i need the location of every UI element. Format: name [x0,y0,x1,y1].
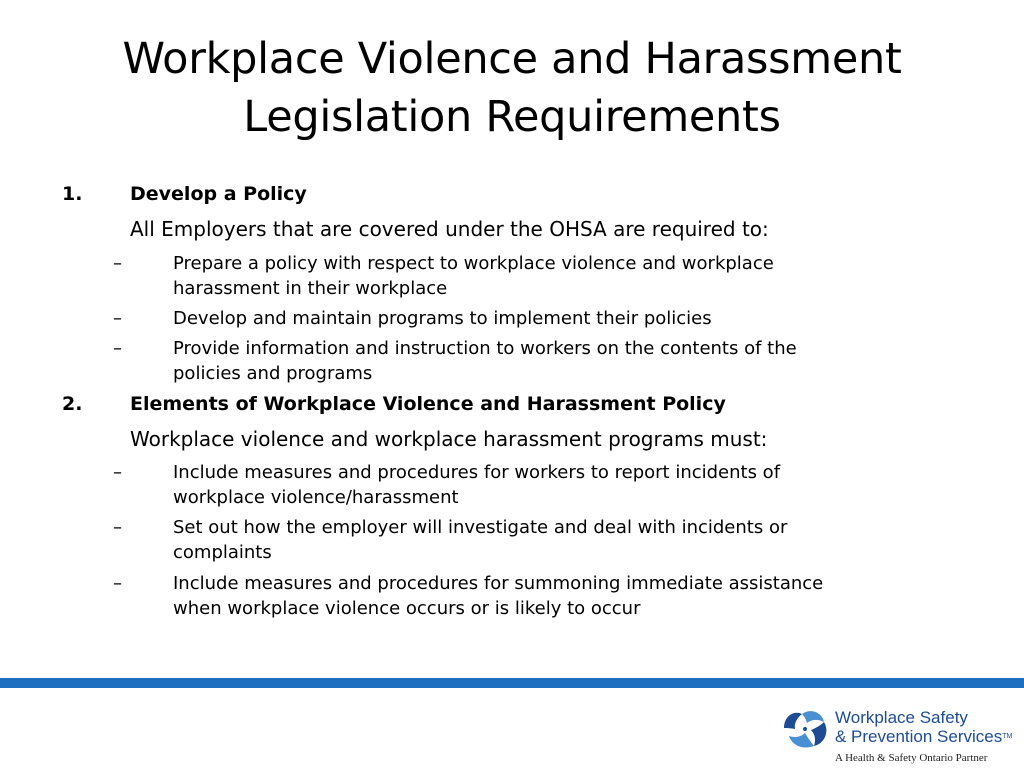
bullet-text: Develop and maintain programs to implement their policies [173,308,712,329]
logo-tagline: A Health & Safety Ontario Partner [835,752,988,764]
section-1-intro: All Employers that are covered under the OHSA are required to: [130,217,769,241]
wsps-logo-icon [780,706,834,750]
bullet-dash: – [113,517,122,538]
section-heading: Elements of Workplace Violence and Harassment Policy [130,393,726,415]
section-number: 1. [62,183,83,205]
logo-line-1: Workplace Safety [835,708,968,727]
bullet-text: when workplace violence occurs or is likely to occur [173,598,641,619]
bullet-text: Set out how the employer will investigate and deal with incidents or [173,517,788,538]
section-2-intro: Workplace violence and workplace harassment programs must: [130,427,768,451]
footer-rule [0,678,1024,688]
bullet-text: Prepare a policy with respect to workplace violence and workplace [173,253,774,274]
bullet-text: workplace violence/harassment [173,487,459,508]
slide-title [0,30,1024,146]
wsps-logo [780,700,1020,764]
bullet-dash: – [113,253,122,274]
bullet-text: complaints [173,542,272,563]
bullet-dash: – [113,308,122,329]
section-heading: Develop a Policy [130,183,307,205]
bullet-dash: – [113,462,122,483]
bullet-dash: – [113,338,122,359]
bullet-text: Include measures and procedures for summoning immediate assistance [173,573,824,594]
bullet-text: harassment in their workplace [173,278,448,299]
bullet-text: Provide information and instruction to workers on the contents of the [173,338,797,359]
bullet-text: policies and programs [173,363,373,384]
bullet-dash: – [113,573,122,594]
logo-trademark: TM [1002,733,1013,740]
logo-line-2: & Prevention Services [835,727,1003,746]
bullet-text: Include measures and procedures for workers to report incidents of [173,462,781,483]
title-line-2: Legislation Requirements [243,92,781,142]
title-line-1: Workplace Violence and Harassment [122,34,902,84]
section-number: 2. [62,393,83,415]
